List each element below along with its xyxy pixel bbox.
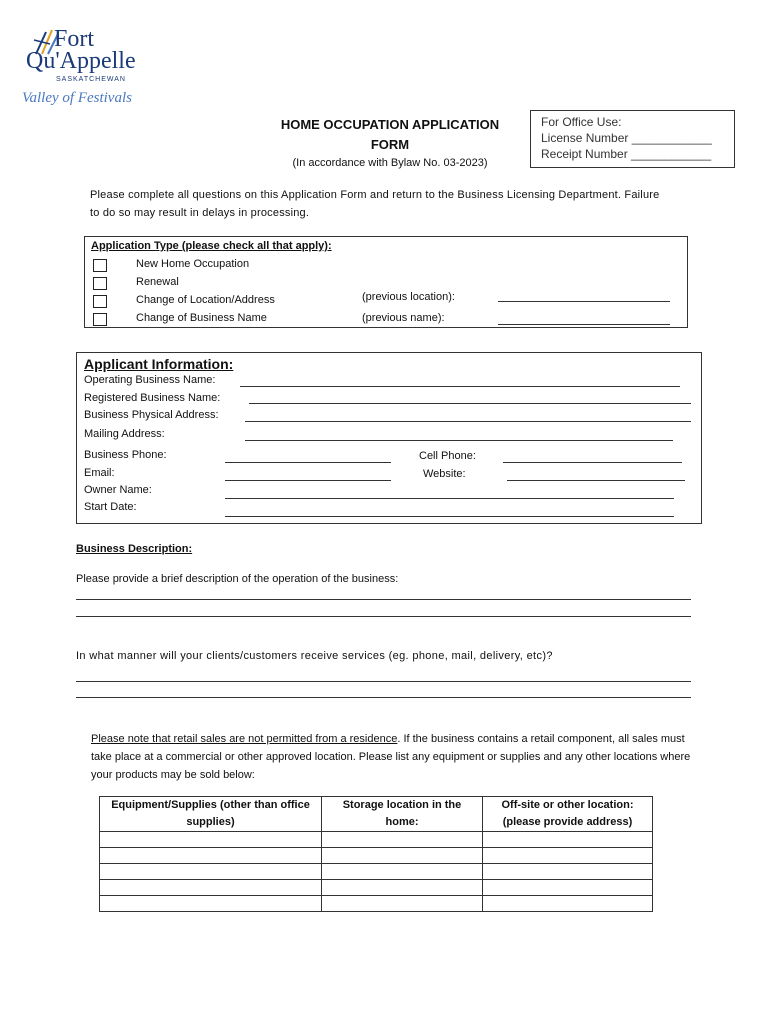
website-label: Website: (423, 468, 466, 480)
table-row (100, 896, 653, 912)
office-use-heading: For Office Use: (541, 115, 622, 129)
cell-phone-field[interactable] (503, 462, 682, 463)
table-cell[interactable] (322, 864, 483, 880)
logo-fort: Fort (54, 26, 95, 52)
table-cell[interactable] (100, 896, 322, 912)
town-logo (22, 26, 136, 116)
operating-name-label: Operating Business Name: (84, 374, 216, 386)
physical-address-label: Business Physical Address: (84, 409, 219, 421)
service-manner-question: In what manner will your clients/customers receive services (eg. phone, mail, delivery, etc)? (76, 650, 553, 662)
table-cell[interactable] (483, 848, 653, 864)
operating-name-field[interactable] (240, 386, 680, 387)
table-cell[interactable] (100, 848, 322, 864)
mailing-address-field[interactable] (245, 440, 673, 441)
office-use-box (530, 110, 735, 168)
form-title (270, 115, 510, 155)
service-answer-line-2[interactable] (76, 697, 691, 698)
table-cell[interactable] (322, 832, 483, 848)
table-cell[interactable] (100, 832, 322, 848)
previous-location-field[interactable] (498, 301, 670, 302)
business-description-heading: Business Description: (76, 543, 193, 555)
email-field[interactable] (225, 480, 391, 481)
table-cell[interactable] (322, 848, 483, 864)
table-row (100, 880, 653, 896)
cell-phone-label: Cell Phone: (419, 450, 476, 462)
application-type-heading: Application Type (please check all that apply): (91, 240, 332, 252)
physical-address-field[interactable] (245, 421, 691, 422)
form-title-line2: FORM (370, 137, 410, 152)
intro-text: Please complete all questions on this Application Form and return to the Business Licensing Department. Failure to do so may result in delays in processing. (90, 189, 660, 219)
service-answer-line-1[interactable] (76, 681, 691, 682)
change-location-checkbox[interactable] (93, 295, 107, 308)
applicant-information-heading: Applicant Information: (84, 356, 234, 372)
email-label: Email: (84, 467, 115, 479)
table-cell[interactable] (483, 896, 653, 912)
business-phone-field[interactable] (225, 462, 391, 463)
description-question: Please provide a brief description of the operation of the business: (76, 573, 399, 585)
option-renewal: Renewal (136, 276, 179, 288)
retail-note-underlined: Please note that retail sales are not permitted from a residence (91, 733, 398, 745)
previous-name-field[interactable] (498, 324, 670, 325)
new-home-occupation-checkbox[interactable] (93, 259, 107, 272)
website-field[interactable] (507, 480, 685, 481)
table-cell[interactable] (483, 832, 653, 848)
owner-name-label: Owner Name: (84, 484, 152, 496)
table-row (100, 864, 653, 880)
option-change-location: Change of Location/Address (136, 294, 275, 306)
storage-header: Storage location in the home: (322, 797, 483, 832)
retail-sales-note (91, 730, 691, 784)
retail-note-rest: . If the business contains a retail component, all sales must take place at a commercial or other approved location. Please list any equipment or supplies and any other locations where your products may be sold below: (91, 733, 691, 781)
table-cell[interactable] (100, 880, 322, 896)
logo-quappelle: Qu'Appelle (26, 48, 136, 74)
option-change-name: Change of Business Name (136, 312, 267, 324)
license-number-field[interactable]: License Number ____________ (541, 131, 712, 145)
application-type-box (84, 236, 688, 328)
applicant-information-box (76, 352, 702, 524)
registered-name-field[interactable] (249, 403, 691, 404)
table-cell[interactable] (100, 864, 322, 880)
table-cell[interactable] (322, 896, 483, 912)
previous-location-label: (previous location): (362, 291, 455, 303)
table-row (100, 848, 653, 864)
description-answer-line-2[interactable] (76, 616, 691, 617)
table-cell[interactable] (483, 880, 653, 896)
table-cell[interactable] (483, 864, 653, 880)
business-phone-label: Business Phone: (84, 449, 167, 461)
renewal-checkbox[interactable] (93, 277, 107, 290)
description-answer-line-1[interactable] (76, 599, 691, 600)
start-date-label: Start Date: (84, 501, 137, 513)
form-title-line1: HOME OCCUPATION APPLICATION (280, 117, 500, 132)
option-new-home-occupation: New Home Occupation (136, 258, 250, 270)
change-name-checkbox[interactable] (93, 313, 107, 326)
start-date-field[interactable] (225, 516, 674, 517)
mailing-address-label: Mailing Address: (84, 428, 165, 440)
equipment-header: Equipment/Supplies (other than office supplies) (100, 797, 322, 832)
form-subtitle: (In accordance with Bylaw No. 03-2023) (292, 157, 488, 169)
equipment-table (99, 796, 653, 912)
registered-name-label: Registered Business Name: (84, 392, 221, 404)
receipt-number-field[interactable]: Receipt Number ____________ (541, 147, 712, 161)
offsite-header: Off-site or other location: (please provide address) (483, 797, 653, 832)
logo-tagline: Valley of Festivals (22, 90, 132, 106)
logo-saskatchewan: SASKATCHEWAN (56, 76, 126, 83)
previous-name-label: (previous name): (362, 312, 445, 324)
table-cell[interactable] (322, 880, 483, 896)
owner-name-field[interactable] (225, 498, 674, 499)
table-row (100, 832, 653, 848)
